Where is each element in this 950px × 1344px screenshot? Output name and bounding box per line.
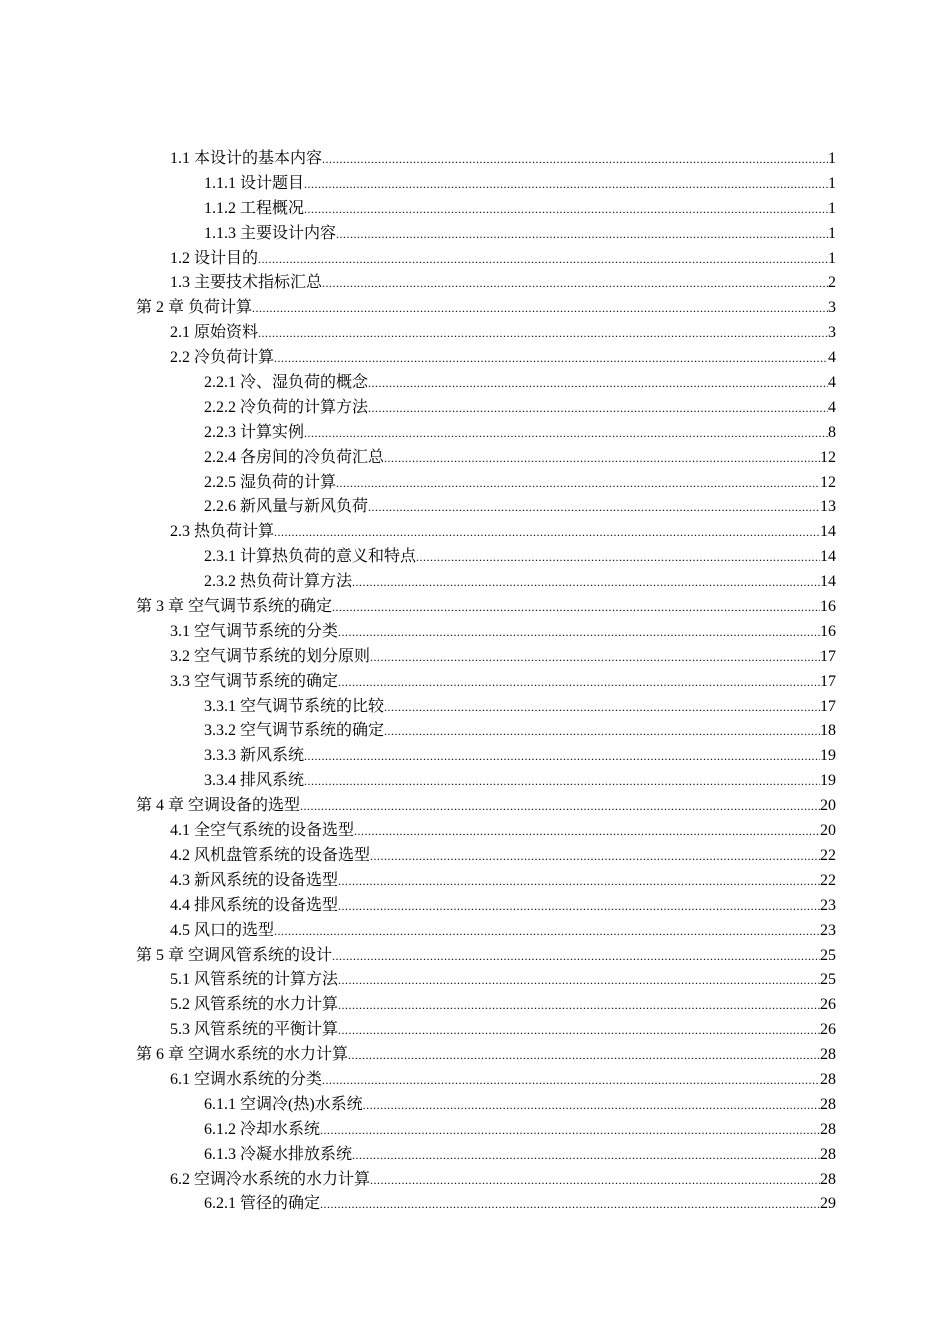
toc-entry-title: 1.1.1 设计题目 bbox=[204, 174, 305, 192]
toc-entry-title: 2.2.2 冷负荷的计算方法 bbox=[204, 398, 369, 416]
toc-entry-title: 第 5 章 空调风管系统的设计 bbox=[136, 946, 333, 964]
toc-entry-page-number: 28 bbox=[820, 1095, 836, 1113]
toc-entry[interactable] bbox=[136, 819, 836, 844]
toc-dot-leader bbox=[338, 968, 820, 993]
toc-dot-leader bbox=[332, 595, 820, 620]
toc-entry[interactable] bbox=[136, 1043, 836, 1068]
toc-entry-page-number: 25 bbox=[820, 946, 836, 964]
toc-dot-leader bbox=[384, 695, 820, 720]
toc-entry[interactable] bbox=[136, 1192, 836, 1217]
toc-entry-title: 第 4 章 空调设备的选型 bbox=[136, 797, 301, 815]
toc-entry-title: 6.1.3 冷凝水排放系统 bbox=[204, 1145, 353, 1163]
toc-entry[interactable] bbox=[136, 147, 836, 172]
toc-entry[interactable] bbox=[136, 1168, 836, 1193]
toc-entry-title: 1.3 主要技术指标汇总 bbox=[170, 274, 323, 292]
toc-entry-page-number: 25 bbox=[820, 971, 836, 989]
toc-entry-page-number: 4 bbox=[828, 349, 836, 367]
toc-entry-page-number: 28 bbox=[820, 1170, 836, 1188]
toc-entry[interactable] bbox=[136, 197, 836, 222]
toc-dot-leader bbox=[338, 620, 820, 645]
toc-dot-leader bbox=[384, 719, 820, 744]
toc-entry-page-number: 8 bbox=[828, 423, 836, 441]
toc-entry-page-number: 17 bbox=[820, 697, 836, 715]
toc-entry-page-number: 12 bbox=[820, 473, 836, 491]
toc-dot-leader bbox=[274, 346, 828, 371]
toc-entry-page-number: 26 bbox=[820, 1021, 836, 1039]
toc-entry-title: 3.3.1 空气调节系统的比较 bbox=[204, 697, 385, 715]
toc-entry-page-number: 1 bbox=[828, 249, 836, 267]
toc-entry-title: 2.2.1 冷、湿负荷的概念 bbox=[204, 374, 369, 392]
toc-entry[interactable] bbox=[136, 421, 836, 446]
toc-entry-title: 3.2 空气调节系统的划分原则 bbox=[170, 647, 371, 665]
toc-entry-title: 6.2.1 管径的确定 bbox=[204, 1195, 321, 1213]
toc-entry-page-number: 13 bbox=[820, 498, 836, 516]
toc-dot-leader bbox=[274, 919, 820, 944]
toc-dot-leader bbox=[304, 421, 828, 446]
toc-entry-page-number: 19 bbox=[820, 747, 836, 765]
toc-dot-leader bbox=[368, 495, 820, 520]
toc-entry-title: 6.2 空调冷水系统的水力计算 bbox=[170, 1170, 371, 1188]
toc-dot-leader bbox=[304, 197, 828, 222]
toc-entry-title: 3.3.3 新风系统 bbox=[204, 747, 305, 765]
toc-entry-page-number: 22 bbox=[820, 846, 836, 864]
toc-entry-title: 3.3.2 空气调节系统的确定 bbox=[204, 722, 385, 740]
toc-entry-title: 2.3.1 计算热负荷的意义和特点 bbox=[204, 548, 417, 566]
toc-entry-title: 4.5 风口的选型 bbox=[170, 921, 275, 939]
toc-entry[interactable] bbox=[136, 371, 836, 396]
toc-entry-page-number: 2 bbox=[828, 274, 836, 292]
toc-entry-title: 2.2.5 湿负荷的计算 bbox=[204, 473, 337, 491]
toc-entry-page-number: 12 bbox=[820, 448, 836, 466]
toc-entry[interactable] bbox=[136, 944, 836, 969]
toc-entry[interactable] bbox=[136, 570, 836, 595]
toc-entry-title: 4.1 全空气系统的设备选型 bbox=[170, 822, 355, 840]
toc-dot-leader bbox=[320, 1118, 820, 1143]
toc-entry[interactable] bbox=[136, 346, 836, 371]
toc-entry-page-number: 3 bbox=[828, 299, 836, 317]
toc-entry[interactable] bbox=[136, 222, 836, 247]
toc-entry[interactable] bbox=[136, 719, 836, 744]
toc-entry-page-number: 28 bbox=[820, 1046, 836, 1064]
toc-entry-page-number: 1 bbox=[828, 224, 836, 242]
toc-entry-page-number: 16 bbox=[820, 598, 836, 616]
toc-entry-title: 6.1 空调水系统的分类 bbox=[170, 1070, 323, 1088]
toc-entry-page-number: 28 bbox=[820, 1120, 836, 1138]
toc-entry-page-number: 22 bbox=[820, 871, 836, 889]
toc-entry[interactable] bbox=[136, 919, 836, 944]
toc-dot-leader bbox=[304, 769, 820, 794]
toc-entry-title: 2.2.4 各房间的冷负荷汇总 bbox=[204, 448, 385, 466]
toc-dot-leader bbox=[368, 396, 828, 421]
toc-entry-title: 第 3 章 空气调节系统的确定 bbox=[136, 598, 333, 616]
toc-entry-page-number: 1 bbox=[828, 150, 836, 167]
toc-entry-page-number: 20 bbox=[820, 822, 836, 840]
toc-entry-page-number: 1 bbox=[828, 199, 836, 217]
toc-entry-title: 5.3 风管系统的平衡计算 bbox=[170, 1021, 339, 1039]
toc-entry-title: 4.2 风机盘管系统的设备选型 bbox=[170, 846, 371, 864]
toc-entry-title: 3.3.4 排风系统 bbox=[204, 772, 305, 790]
toc-entry-title: 2.3 热负荷计算 bbox=[170, 523, 275, 541]
toc-entry-title: 4.4 排风系统的设备选型 bbox=[170, 896, 339, 914]
toc-dot-leader bbox=[370, 844, 820, 869]
toc-entry[interactable] bbox=[136, 645, 836, 670]
toc-dot-leader bbox=[416, 545, 820, 570]
toc-dot-leader bbox=[352, 570, 820, 595]
toc-dot-leader bbox=[304, 172, 828, 197]
toc-dot-leader bbox=[370, 645, 820, 670]
toc-entry-page-number: 3 bbox=[828, 324, 836, 342]
toc-entry-title: 6.1.1 空调冷(热)水系统 bbox=[204, 1095, 363, 1113]
toc-dot-leader bbox=[300, 794, 820, 819]
toc-entry-title: 4.3 新风系统的设备选型 bbox=[170, 871, 339, 889]
toc-entry-page-number: 26 bbox=[820, 996, 836, 1014]
toc-dot-leader bbox=[320, 1192, 820, 1217]
toc-entry[interactable] bbox=[136, 1093, 836, 1118]
toc-dot-leader bbox=[304, 744, 820, 769]
toc-dot-leader bbox=[370, 1168, 820, 1193]
toc-entry[interactable] bbox=[136, 520, 836, 545]
toc-entry[interactable] bbox=[136, 894, 836, 919]
toc-entry[interactable] bbox=[136, 968, 836, 993]
toc-entry[interactable] bbox=[136, 172, 836, 197]
toc-entry-page-number: 17 bbox=[820, 672, 836, 690]
toc-entry[interactable] bbox=[136, 869, 836, 894]
toc-entry[interactable] bbox=[136, 744, 836, 769]
toc-entry[interactable] bbox=[136, 1118, 836, 1143]
toc-entry-page-number: 23 bbox=[820, 896, 836, 914]
toc-entry[interactable] bbox=[136, 595, 836, 620]
toc-entry-page-number: 18 bbox=[820, 722, 836, 740]
toc-entry-page-number: 23 bbox=[820, 921, 836, 939]
toc-entry-title: 3.1 空气调节系统的分类 bbox=[170, 622, 339, 640]
toc-entry[interactable] bbox=[136, 1143, 836, 1168]
toc-entry[interactable] bbox=[136, 993, 836, 1018]
toc-entry[interactable] bbox=[136, 545, 836, 570]
toc-entry[interactable] bbox=[136, 271, 836, 296]
toc-entry-title: 2.2 冷负荷计算 bbox=[170, 349, 275, 367]
toc-entry-title: 第 6 章 空调水系统的水力计算 bbox=[136, 1046, 349, 1064]
toc-dot-leader bbox=[348, 1043, 820, 1068]
toc-entry-title: 5.1 风管系统的计算方法 bbox=[170, 971, 339, 989]
toc-dot-leader bbox=[258, 321, 828, 346]
toc-dot-leader bbox=[338, 993, 820, 1018]
toc-dot-leader bbox=[352, 1143, 820, 1168]
toc-entry-page-number: 14 bbox=[820, 548, 836, 566]
toc-entry-title: 1.1 本设计的基本内容 bbox=[170, 150, 323, 167]
toc-entry-title: 5.2 风管系统的水力计算 bbox=[170, 996, 339, 1014]
toc-entry-title: 第 2 章 负荷计算 bbox=[136, 299, 253, 317]
toc-entry[interactable] bbox=[136, 620, 836, 645]
toc-entry-page-number: 20 bbox=[820, 797, 836, 815]
toc-entry-page-number: 14 bbox=[820, 573, 836, 591]
toc-entry[interactable] bbox=[136, 844, 836, 869]
toc-dot-leader bbox=[363, 1093, 820, 1118]
table-of-contents bbox=[136, 147, 836, 1217]
toc-dot-leader bbox=[322, 147, 828, 172]
toc-entry-page-number: 4 bbox=[828, 374, 836, 392]
toc-entry-title: 1.2 设计目的 bbox=[170, 249, 259, 267]
toc-entry-title: 6.1.2 冷却水系统 bbox=[204, 1120, 321, 1138]
toc-entry-title: 2.3.2 热负荷计算方法 bbox=[204, 573, 353, 591]
toc-dot-leader bbox=[252, 296, 828, 321]
toc-entry-title: 1.1.3 主要设计内容 bbox=[204, 224, 337, 242]
toc-entry-page-number: 4 bbox=[828, 398, 836, 416]
toc-entry-page-number: 28 bbox=[820, 1145, 836, 1163]
toc-dot-leader bbox=[338, 869, 820, 894]
toc-dot-leader bbox=[338, 894, 820, 919]
toc-entry-title: 2.1 原始资料 bbox=[170, 324, 259, 342]
toc-dot-leader bbox=[322, 1068, 820, 1093]
toc-entry-page-number: 1 bbox=[828, 174, 836, 192]
toc-entry-title: 3.3 空气调节系统的确定 bbox=[170, 672, 339, 690]
toc-dot-leader bbox=[354, 819, 820, 844]
toc-entry[interactable] bbox=[136, 794, 836, 819]
toc-dot-leader bbox=[338, 1018, 820, 1043]
toc-entry-title: 2.2.6 新风量与新风负荷 bbox=[204, 498, 369, 516]
toc-entry[interactable] bbox=[136, 321, 836, 346]
toc-entry[interactable] bbox=[136, 396, 836, 421]
toc-entry-page-number: 14 bbox=[820, 523, 836, 541]
toc-dot-leader bbox=[384, 446, 820, 471]
toc-entry[interactable] bbox=[136, 1068, 836, 1093]
toc-entry[interactable] bbox=[136, 471, 836, 496]
toc-entry[interactable] bbox=[136, 1018, 836, 1043]
toc-dot-leader bbox=[322, 271, 828, 296]
toc-entry-page-number: 17 bbox=[820, 647, 836, 665]
toc-entry-title: 1.1.2 工程概况 bbox=[204, 199, 305, 217]
toc-dot-leader bbox=[338, 670, 820, 695]
toc-entry-page-number: 29 bbox=[820, 1195, 836, 1213]
toc-dot-leader bbox=[332, 944, 820, 969]
toc-dot-leader bbox=[336, 222, 828, 247]
toc-dot-leader bbox=[258, 247, 828, 272]
toc-dot-leader bbox=[368, 371, 828, 396]
toc-entry[interactable] bbox=[136, 695, 836, 720]
toc-dot-leader bbox=[336, 471, 820, 496]
toc-entry-page-number: 28 bbox=[820, 1070, 836, 1088]
toc-entry-page-number: 16 bbox=[820, 622, 836, 640]
toc-entry-page-number: 19 bbox=[820, 772, 836, 790]
toc-dot-leader bbox=[274, 520, 820, 545]
toc-entry[interactable] bbox=[136, 296, 836, 321]
toc-entry-title: 2.2.3 计算实例 bbox=[204, 423, 305, 441]
toc-entry[interactable] bbox=[136, 769, 836, 794]
toc-entry[interactable] bbox=[136, 446, 836, 471]
toc-entry[interactable] bbox=[136, 495, 836, 520]
toc-entry[interactable] bbox=[136, 670, 836, 695]
toc-entry[interactable] bbox=[136, 247, 836, 272]
